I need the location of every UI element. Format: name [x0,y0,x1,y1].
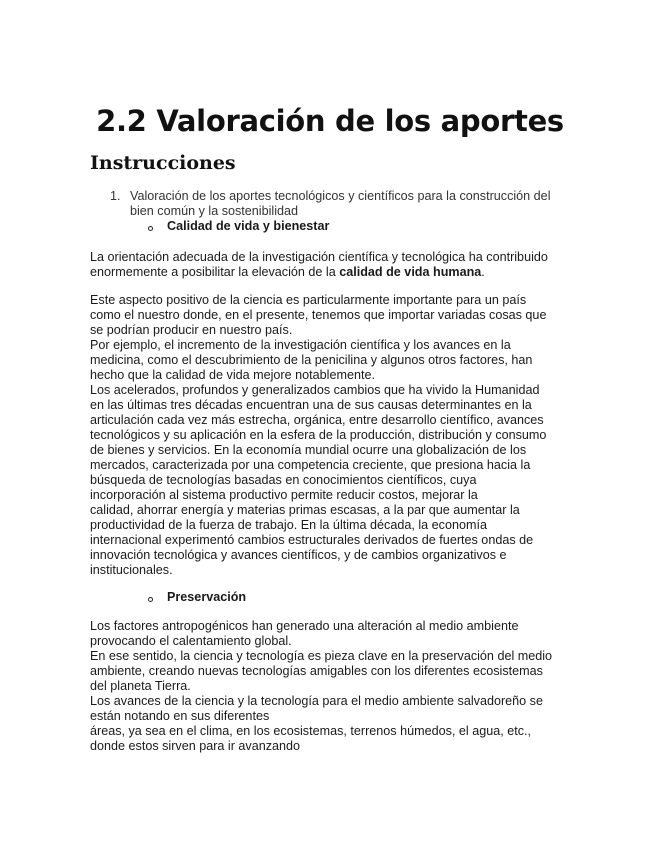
paragraph-line: como el nuestro donde, en el presente, tenemos que importar variadas cosas que [90,308,547,322]
text-run: enormemente a posibilitar la elevación de la [90,265,340,279]
list-item-line: Valoración de los aportes tecnológicos y científicos para la construcción del [130,189,551,203]
paragraph-line: En ese sentido, la ciencia y tecnología es pieza clave en la preservación del medio [90,649,553,663]
hollow-bullet-icon [148,597,153,602]
paragraph-line: en las últimas tres décadas encuentran una de sus causas determinantes en la [90,398,532,412]
paragraph-line: áreas, ya sea en el clima, en los ecosistemas, terrenos húmedos, el agua, etc., [90,724,532,738]
paragraph-line: se podrían producir en nuestro país. [90,323,293,337]
paragraph-line: calidad, ahorrar energía y materias primas escasas, a la par que aumentar la [90,503,520,517]
list-item-text [130,189,570,219]
paragraph-line: internacional experimentó cambios estructurales derivados de fuertes ondas de [90,533,534,547]
paragraph-science-benefits [90,293,568,578]
paragraph-line: Este aspecto positivo de la ciencia es particularmente importante para un país [90,293,527,307]
hollow-bullet-icon [148,226,153,231]
paragraph-line: de bienes y servicios. En la economía mundial ocurre una globalización de los [90,443,527,457]
paragraph-line: tecnológicos y su aplicación en la esfera de la producción, distribución y consumo [90,428,547,442]
paragraph-line: ambiente, creando nuevas tecnologías amigables con los diferentes ecosistemas [90,664,543,678]
paragraph-line: Por ejemplo, el incremento de la investigación científica y los avances en la [90,338,511,352]
paragraph-line: Los avances de la ciencia y la tecnología para el medio ambiente salvadoreño se [90,694,543,708]
bold-text: calidad de vida humana [339,265,482,279]
paragraph-line: incorporación al sistema productivo permite reducir costos, mejorar la [90,488,478,502]
list-number: 1. [110,189,121,203]
paragraph-line: medicina, como el descubrimiento de la penicilina y algunos otros factores, han [90,353,533,367]
paragraph-line: búsqueda de tecnologías basadas en conocimientos científicos, cuya [90,473,477,487]
bullet-label: Preservación [167,590,247,604]
text-run: . [481,265,485,279]
paragraph-line: mercados, caracterizada por una competencia creciente, que presiona hacia la [90,458,531,472]
paragraph-line: hecho que la calidad de vida mejore notablemente. [90,368,375,382]
paragraph-line: provocando el calentamiento global. [90,634,292,648]
paragraph-orientation [90,250,568,280]
paragraph-line: La orientación adecuada de la investigación científica y tecnológica ha contribuido [90,250,548,264]
paragraph-line: productividad de la fuerza de trabajo. En la última década, la economía [90,518,487,532]
paragraph-line: donde estos sirven para ir avanzando [90,739,301,753]
paragraph-line: están notando en sus diferentes [90,709,270,723]
paragraph-line: institucionales. [90,563,173,577]
paragraph-line: del planeta Tierra. [90,679,191,693]
list-item-line: bien común y la sostenibilidad [130,204,299,218]
paragraph-line: Los factores antropogénicos han generado una alteración al medio ambiente [90,619,519,633]
bullet-label: Calidad de vida y bienestar [167,219,330,233]
paragraph-preservation [90,619,568,754]
page-title: 2.2 Valoración de los aportes [96,104,564,138]
paragraph-line: articulación cada vez más estrecha, orgánica, entre desarrollo científico, avances [90,413,544,427]
paragraph-line: Los acelerados, profundos y generalizados cambios que ha vivido la Humanidad [90,383,540,397]
paragraph-line [90,265,568,280]
section-heading: Instrucciones [90,152,236,174]
paragraph-line: innovación tecnológica y avances científicos, y de cambios organizativos e [90,548,507,562]
